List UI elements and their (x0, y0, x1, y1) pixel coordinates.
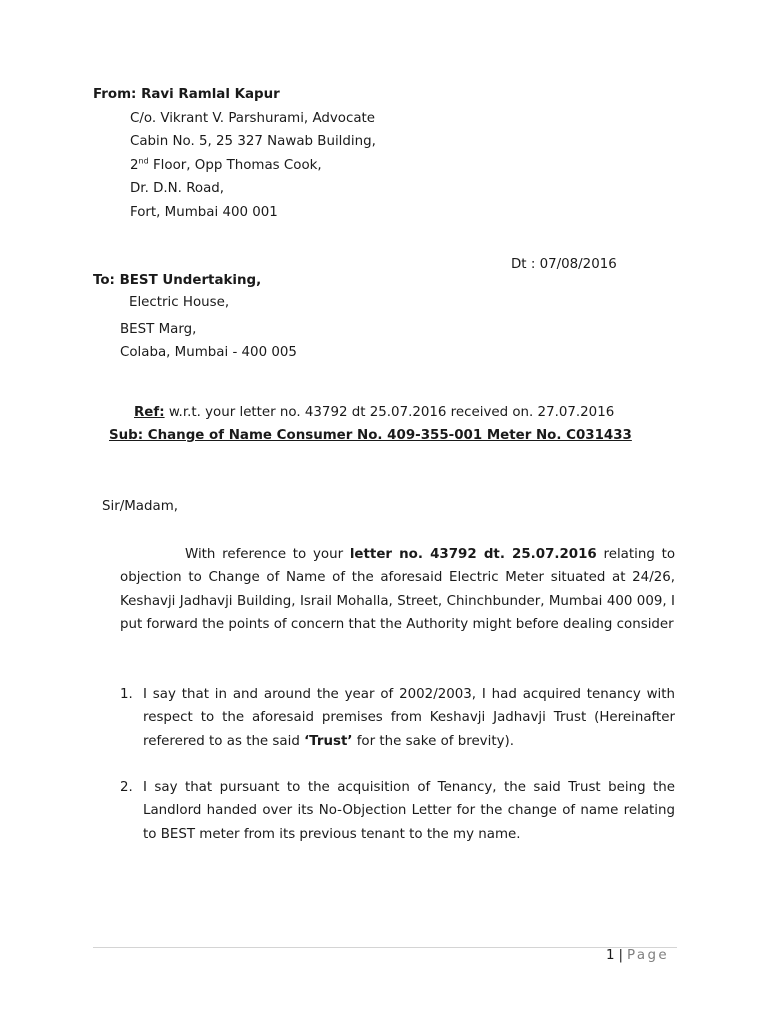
reference-text: w.r.t. your letter no. 43792 dt 25.07.2016 received on. 27.07.2016 (164, 405, 615, 420)
reference-line (134, 405, 614, 420)
salutation: Sir/Madam, (102, 499, 179, 514)
page-footer (606, 948, 669, 963)
recipient-address-line: BEST Marg, (120, 322, 197, 337)
sender-address-line: 2nd Floor, Opp Thomas Cook, (130, 156, 322, 173)
list-number: 1. (120, 687, 133, 702)
sender-address (130, 107, 376, 224)
page-label: Page (627, 948, 670, 963)
sender-address-line: Cabin No. 5, 25 327 Nawab Building, (130, 134, 376, 150)
reference-label: Ref: (134, 405, 165, 420)
sender-address-line: C/o. Vikrant V. Parshurami, Advocate (130, 111, 376, 126)
sender-address-line: Fort, Mumbai 400 001 (130, 204, 278, 220)
sender-address-line: Dr. D.N. Road, (130, 181, 225, 197)
list-item (120, 776, 675, 846)
intro-paragraph: With reference to your letter no. 43792 dt. 25.07.2016 relating to objection to Change of Name of the aforesaid Electric Meter situated at 24/26, Keshavji Jadhavji Building, Israil Mohalla, Street, Chinchbunder, Mumbai 400 009, I put forward the points of concern that the Authority might before dealing consider (120, 547, 676, 632)
recipient-address-line: Colaba, Mumbai - 400 005 (120, 345, 297, 361)
subject-line: Sub: Change of Name Consumer No. 409-355-001 Meter No. C031433 (109, 428, 632, 443)
list-item (120, 683, 675, 753)
recipient-name: To: BEST Undertaking, (93, 273, 262, 288)
floor-suffix: nd (138, 156, 149, 166)
list-number: 2. (120, 780, 133, 795)
list-text: I say that in and around the year of 2002/2003, I had acquired tenancy with respect to the aforesaid premises from Keshavji Jadhavji Trust (Hereinafter referered to as the said ‘Trust’ for the sake of brevity). (143, 687, 675, 749)
letter-reference: letter no. 43792 dt. 25.07.2016 (349, 547, 597, 562)
recipient-address-line: Electric House, (129, 295, 230, 310)
sender-name: From: Ravi Ramlal Kapur (93, 87, 280, 102)
trust-term: ‘Trust’ (304, 733, 353, 749)
footer-separator: | (618, 948, 624, 963)
floor-number: 2 (130, 157, 139, 173)
letter-date: Dt : 07/08/2016 (511, 257, 617, 272)
recipient-address (120, 318, 297, 365)
list-text: I say that pursuant to the acquisition of Tenancy, the said Trust being the Landlord handed over its No-Objection Letter for the change of name relating to BEST meter from its previous tenant to the my name. (143, 780, 675, 842)
page-number: 1 (606, 948, 615, 963)
footer-divider (93, 947, 677, 948)
